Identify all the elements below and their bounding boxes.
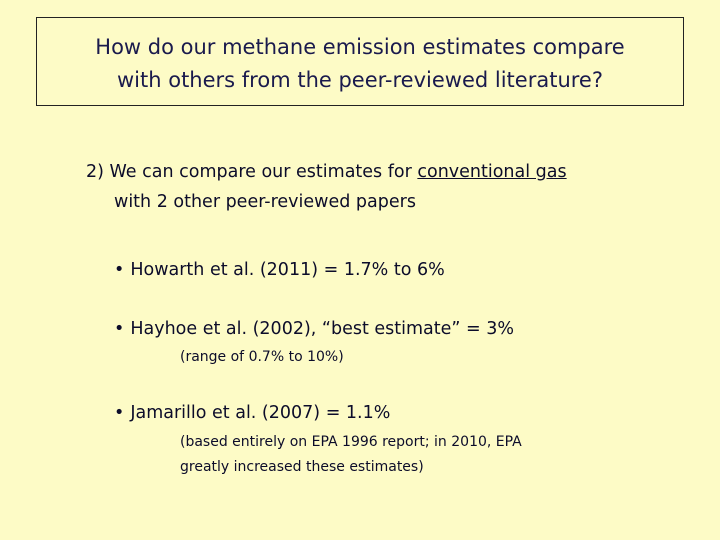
bullet-howarth bbox=[114, 260, 445, 280]
note-jamarillo-line-1: (based entirely on EPA 1996 report; in 2010, EPA bbox=[180, 434, 522, 450]
bullet-text: Howarth et al. (2011) = 1.7% to 6% bbox=[130, 260, 445, 280]
bullet-icon: • bbox=[114, 319, 125, 339]
bullet-jamarillo bbox=[114, 403, 390, 423]
bullet-icon: • bbox=[114, 260, 125, 280]
intro-line-1 bbox=[86, 162, 567, 182]
bullet-hayhoe bbox=[114, 319, 514, 339]
note-jamarillo-line-2: greatly increased these estimates) bbox=[180, 459, 424, 475]
bullet-text: Jamarillo et al. (2007) = 1.1% bbox=[130, 403, 391, 423]
note-hayhoe-range: (range of 0.7% to 10%) bbox=[180, 349, 344, 365]
intro-line-2: with 2 other peer-reviewed papers bbox=[114, 192, 416, 212]
bullet-icon: • bbox=[114, 403, 125, 423]
slide-title-line-1: How do our methane emission estimates compare bbox=[95, 35, 625, 59]
bullet-text: Hayhoe et al. (2002), “best estimate” = 3% bbox=[130, 319, 515, 339]
slide-title-line-2: with others from the peer-reviewed literature? bbox=[117, 68, 603, 92]
intro-text: 2) We can compare our estimates for bbox=[86, 162, 418, 182]
title-box bbox=[36, 17, 684, 106]
intro-underlined-text: conventional gas bbox=[417, 162, 567, 182]
